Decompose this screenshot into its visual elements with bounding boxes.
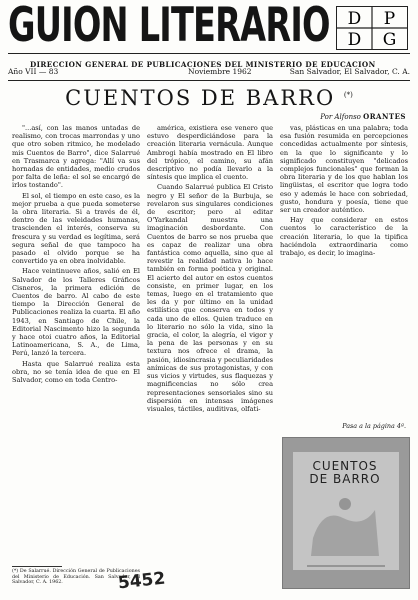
byline-last: ORANTES: [363, 112, 406, 121]
logo-letter: G: [382, 30, 397, 49]
paragraph: El sol, el tiempo en este caso, es la mejor prueba a que pueda someterse la obra literaria. Si a través de él, dentro de las veleidades humanas, trascienden el interés, conserva su frescura y su verdad es legítima, será segura señal de que tampoco ha pasado el olvido porque se ha convertido ya en obra inolvidable.: [12, 191, 140, 266]
paragraph: Hasta que Salarrué realiza esta obra, no se tenía idea de que en El Salvador, como en toda Centro-: [12, 359, 140, 385]
logo-letter: P: [383, 9, 396, 29]
book-cover-artwork: [283, 438, 409, 588]
byline-first: Alfonso: [334, 113, 361, 121]
paragraph: vas, plásticas en una palabra; toda esa fusión resumida en percepciones concedidas actualmente por síntesis, en la que lo significante y lo significado constituyen "delicados complejos funcionales" que forman la obra literaria y de los que hablan los lingüistas, el escritor que logra todo eso y además le hace con sobriedad, gusto, hondura y poesía, tiene que ser un creador auténtico.: [280, 124, 408, 215]
masthead-title: GUION LITERARIO: [8, 0, 330, 53]
issue-line: [8, 67, 410, 79]
masthead-rule: [8, 53, 410, 54]
byline-prefix: Por: [320, 113, 333, 121]
book-cover-image: [282, 437, 410, 589]
paragraph: Hay que considerar en estos cuentos lo característico de la creación literaria, lo que la tipifica haciéndola extraordinaria como trabajo, es decir, lo imagina-: [280, 216, 408, 258]
dpdg-logo: [336, 6, 408, 50]
article-title-text: CUENTOS DE BARRO: [65, 86, 336, 110]
article-column-1: [12, 124, 140, 384]
issue-date: Noviembre 1962: [188, 67, 252, 76]
footnote-rule: [12, 566, 62, 567]
article-column-2: [147, 124, 273, 413]
issue-place: San Salvador, El Salvador, C. A.: [289, 67, 410, 76]
book-cover-title: CUENTOS DE BARRO: [309, 459, 381, 486]
issue-number: Año VII — 83: [8, 67, 59, 76]
continued-note: Pasa a la página 4ª.: [342, 422, 406, 430]
paragraph: Cuando Salarrué publica El Cristo negro y El señor de la Burbuja, se revelaron sus singulares condiciones de escritor; pero al editar O'Yarkandal muestra una imaginación desbordante. Con Cuentos de barro se nos prueba que es capaz de realizar una obra fantástica como aquella, sino que al revestir la realidad nativa lo hace también en forma poética y original. El acierto del autor en estos cuentos consiste, en primer lugar, en los temas, luego en el tratamiento que les da y por último en la unidad estilística que conserva en todos y cada uno de ellos. Quien traduce en lo literario no sólo la vida, sino la gracia, el color, la alegría, el vigor y la pena de las personas y en su textura nos ofrece el drama, la pasión, idiosincrasia y peculiaridades anímicas de sus protagonistas, y con sus vicios y virtudes, sus flaquezas y magnificencias no sólo crea representaciones sensoriales sino su dispersión en intensas imágenes visuales, táctiles, auditivas, olfati-: [147, 183, 273, 413]
footnote: (*) De Salarrué. Dirección General de Publicaciones del Ministerio de Educación. San Salvador, El Salvador, C. A. 1962.: [12, 569, 140, 586]
logo-letter: D: [347, 9, 362, 29]
article-column-3: [280, 124, 408, 257]
issue-rule: [8, 80, 410, 81]
department-line: DIRECCION GENERAL DE PUBLICACIONES DEL MINISTERIO DE EDUCACION: [30, 60, 376, 69]
paragraph: Hace veintinueve años, salió en El Salvador de los Talleres Gráficos Cisneros, la primera edición de Cuentos de barro. Al cabo de este tiempo la Dirección General de Publicaciones realiza la cuarta. El año 1943, en Santiago de Chile, la Editorial Nascimento hizo la segunda y hace otoi cuatro años, la Editorial Latinoamericana, S. A., de Lima, Perú, lanzó la tercera.: [12, 267, 140, 358]
handwritten-number: 5452: [117, 568, 167, 594]
article-title-note: (*): [343, 91, 353, 99]
article-title: [0, 86, 418, 110]
paragraph: "...así, con las manos untadas de realismo, con trocas marrondas y uno que otro soben ritmico, he modelado mis Cuentos de Barro", dice Salarrué en Trasmarca y agrega: "Allí va sus hornadas de entidades, medio crudos por falta de leña: el sol se encargó de irlos tostando".: [12, 124, 140, 190]
byline: [320, 112, 406, 121]
logo-letter: D: [347, 30, 362, 49]
paragraph: américa, existiera ese venero que estuvo desperdiciándose para la creación literaria vernácula. Aunque Ambrogi había mostrado en El libro del trópico, el camino, su afán descriptivo no podía llevarlo a la síntesis que implica el cuento.: [147, 124, 273, 182]
